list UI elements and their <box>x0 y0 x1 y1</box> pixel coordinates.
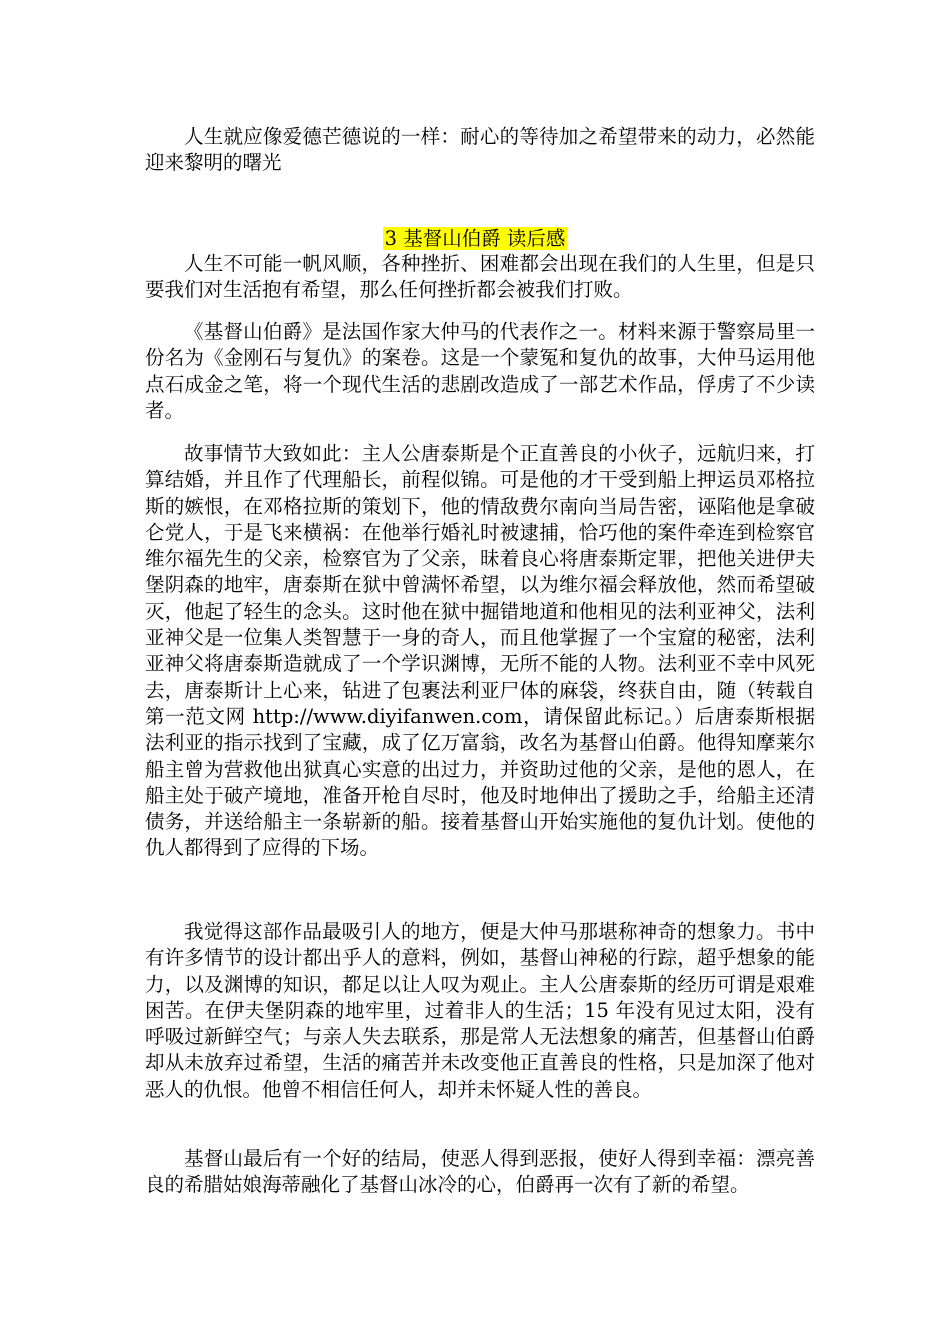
paragraph-4: 我觉得这部作品最吸引人的地方，便是大仲马那堪称神奇的想象力。书中有许多情节的设计都出乎人的意料，例如，基督山神秘的行踪，超乎想象的能力，以及渊博的知识，都足以让人叹为观止。主人公唐泰斯的经历可谓是艰难困苦。在伊夫堡阴森的地牢里，过着非人的生活；15 年没有见过太阳，没有呼吸过新鲜空气；与亲人失去联系，那是常人无法想象的痛苦，但基督山伯爵却从未放弃过希望，生活的痛苦并未改变他正直善良的性格，只是加深了他对恶人的仇恨。他曾不相信任何人，却并未怀疑人性的善良。 <box>145 920 815 1101</box>
paragraph-2: 《基督山伯爵》是法国作家大仲马的代表作之一。材料来源于警察局里一份名为《金刚石与复仇》的案卷。这是一个蒙冤和复仇的故事，大仲马运用他点石成金之笔，将一个现代生活的悲剧改造成了一部艺术作品，俘虏了不少读者。 <box>145 320 815 422</box>
intro-paragraph: 人生就应像爱德芒德说的一样：耐心的等待加之希望带来的动力，必然能迎来黎明的曙光 <box>145 125 815 175</box>
section-title-row <box>0 226 950 252</box>
paragraph-1: 人生不可能一帆风顺，各种挫折、困难都会出现在我们的人生里，但是只要我们对生活抱有希望，那么任何挫折都会被我们打败。 <box>145 252 815 302</box>
paragraph-5: 基督山最后有一个好的结局，使恶人得到恶报，使好人得到幸福：漂亮善良的希腊姑娘海蒂融化了基督山冰冷的心，伯爵再一次有了新的希望。 <box>145 1147 815 1197</box>
paragraph-3: 故事情节大致如此：主人公唐泰斯是个正直善良的小伙子，远航归来，打算结婚，并且作了代理船长，前程似锦。可是他的才干受到船上押运员邓格拉斯的嫉恨，在邓格拉斯的策划下，他的情敌费尔南向当局告密，诬陷他是拿破仑党人，于是飞来横祸：在他举行婚礼时被逮捕，恰巧他的案件牵连到检察官维尔福先生的父亲，检察官为了父亲，昧着良心将唐泰斯定罪，把他关进伊夫堡阴森的地牢，唐泰斯在狱中曾满怀希望，以为维尔福会释放他，然而希望破灭，他起了轻生的念头。这时他在狱中掘错地道和他相见的法利亚神父，法利亚神父是一位集人类智慧于一身的奇人，而且他掌握了一个宝窟的秘密，法利亚神父将唐泰斯造就成了一个学识渊博，无所不能的人物。法利亚不幸中风死去，唐泰斯计上心来，钻进了包裹法利亚尸体的麻袋，终获自由，随（转载自第一范文网 http://www.diyifanwen.com，请保留此标记。）后唐泰斯根据法利亚的指示找到了宝藏，成了亿万富翁，改名为基督山伯爵。他得知摩莱尔船主曾为营救他出狱真心实意的出过力，并资助过他的父亲，是他的恩人，在船主处于破产境地，准备开枪自尽时，他及时地伸出了援助之手，给船主还清债务，并送给船主一条崭新的船。接着基督山开始实施他的复仇计划。使他的仇人都得到了应得的下场。 <box>145 442 815 860</box>
section-title: 3 基督山伯爵 读后感 <box>384 227 566 250</box>
